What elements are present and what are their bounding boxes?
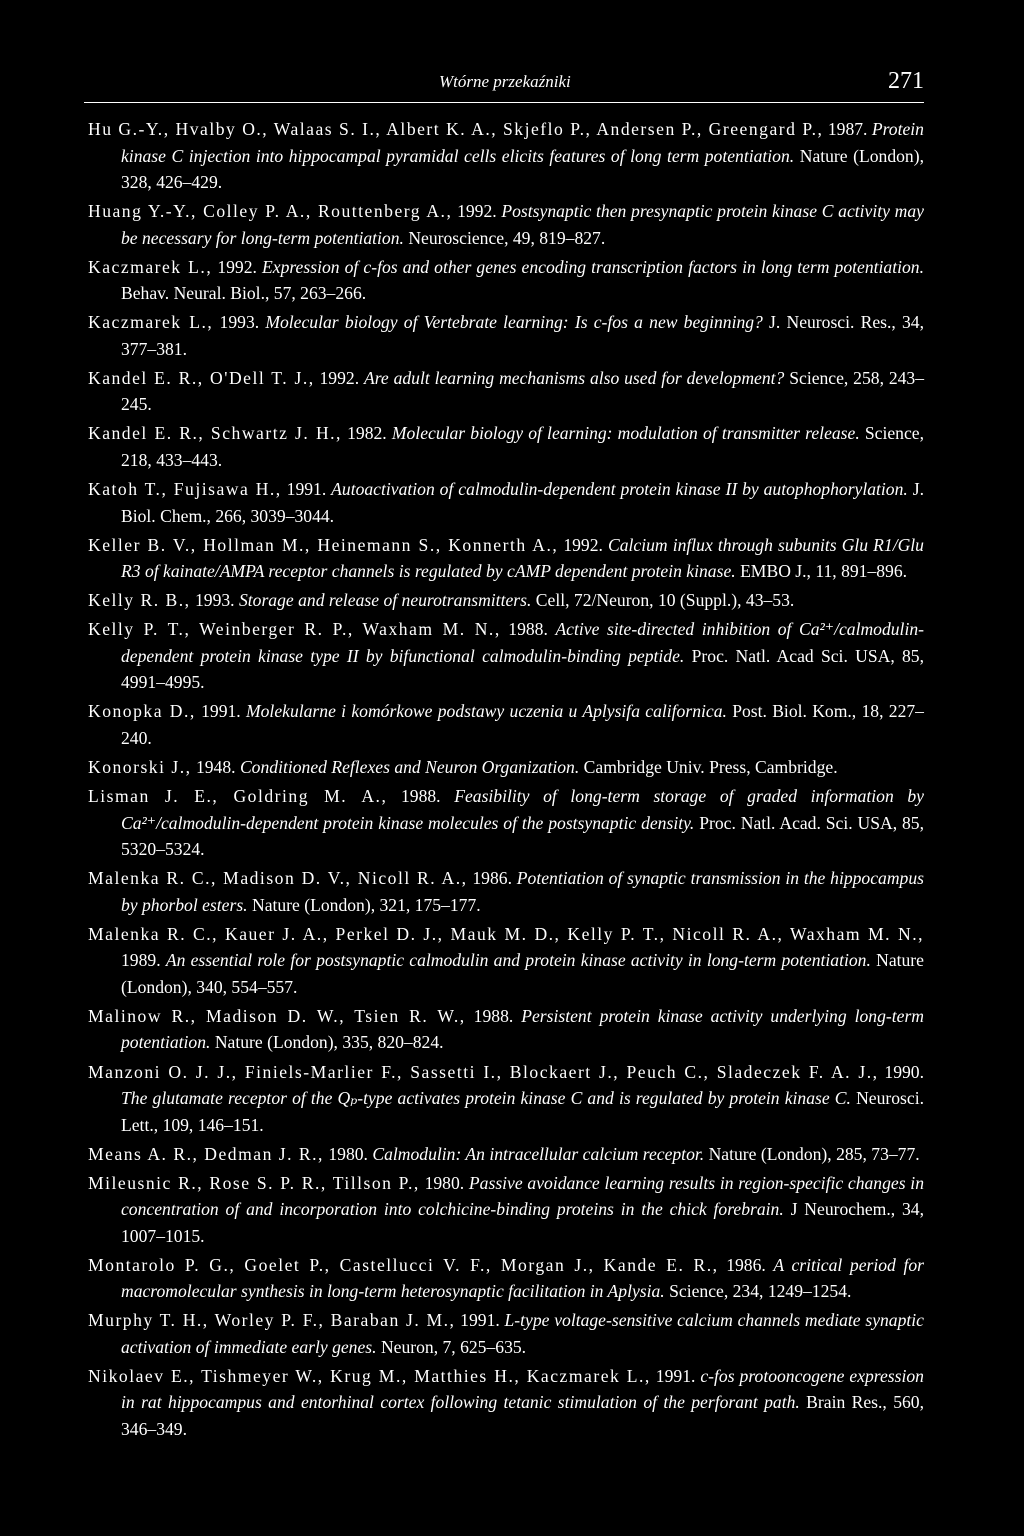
reference-title: Calmodulin: An intracellular calcium receptor.: [372, 1143, 705, 1164]
reference-authors: Malenka R. C., Madison D. V., Nicoll R. A.,: [88, 868, 468, 889]
reference-year: 1991.: [655, 1365, 696, 1386]
reference-entry: [88, 1141, 924, 1168]
reference-title: The glutamate receptor of the Qₚ-type activates protein kinase C and is regulated by protein kinase C.: [121, 1088, 851, 1108]
reference-source: Nature (London), 340, 554–557.: [121, 950, 924, 997]
reference-source: EMBO J., 11, 891–896.: [740, 561, 908, 582]
reference-year: 1988.: [400, 786, 441, 807]
reference-authors: Katoh T., Fujisawa H.,: [88, 479, 282, 500]
reference-source: Neuron, 7, 625–635.: [380, 1336, 527, 1357]
reference-authors: Malenka R. C., Kauer J. A., Perkel D. J., Mauk M. D., Kelly P. T., Nicoll R. A., Waxham M. N.,: [88, 923, 924, 944]
reference-title: Autoactivation of calmodulin-dependent protein kinase II by autophophorylation.: [331, 479, 908, 500]
reference-entry: [88, 1003, 924, 1056]
reference-authors: Malinow R., Madison D. W., Tsien R. W.,: [88, 1005, 466, 1026]
reference-year: 1993.: [194, 590, 235, 611]
reference-title: Feasibility of long-term storage of graded information by Ca²⁺/calmodulin-dependent protein kinase molecules of the postsynaptic density.: [121, 786, 924, 833]
reference-title: Are adult learning mechanisms also used for development?: [363, 367, 785, 388]
reference-title: Storage and release of neurotransmitters.: [238, 590, 532, 611]
reference-year: 1993.: [219, 312, 260, 333]
reference-title: Calcium influx through subunits Glu R1/Glu R3 of kainate/AMPA receptor channels is regulated by cAMP dependent protein kinase.: [121, 534, 924, 582]
reference-authors: Means A. R., Dedman J. R.,: [88, 1143, 324, 1164]
reference-title: A critical period for macromolecular synthesis in long-term heterosynaptic facilitation in Aplysia.: [121, 1254, 925, 1302]
reference-title: Postsynaptic then presynaptic protein kinase C activity may be necessary for long-term potentiation.: [121, 201, 924, 248]
reference-year: 1992.: [319, 367, 360, 388]
reference-entry: [88, 254, 924, 307]
reference-source: J. Neurosci. Res., 34, 377–381.: [121, 312, 924, 359]
reference-authors: Kelly R. B.,: [88, 590, 191, 611]
reference-source: Cell, 72/Neuron, 10 (Suppl.), 43–53.: [535, 590, 795, 611]
reference-entry: [88, 783, 924, 863]
reference-entry: [88, 1170, 924, 1250]
reference-source: Proc. Natl. Acad Sci. USA, 85, 4991–4995.: [121, 645, 925, 693]
reference-title: Passive avoidance learning results in region-specific changes in concentration of and incorporation into colchicine-binding proteins in the chick forebrain.: [121, 1172, 924, 1220]
reference-authors: Nikolaev E., Tishmeyer W., Krug M., Matthies H., Kaczmarek L.,: [88, 1365, 651, 1386]
reference-authors: Montarolo P. G., Goelet P., Castellucci V. F., Morgan J., Kande E. R.,: [88, 1254, 719, 1275]
reference-entry: [88, 476, 924, 529]
reference-authors: Mileusnic R., Rose S. P. R., Tillson P.,: [88, 1172, 420, 1193]
reference-authors: Kandel E. R., O'Dell T. J.,: [88, 367, 315, 388]
reference-entry: [88, 1307, 924, 1360]
reference-year: 1991.: [286, 479, 327, 500]
reference-authors: Murphy T. H., Worley P. F., Baraban J. M.,: [88, 1310, 456, 1331]
reference-authors: Konopka D.,: [88, 701, 196, 722]
reference-entry: [88, 309, 924, 362]
reference-source: Science, 258, 243–245.: [121, 367, 925, 415]
reference-title: Potentiation of synaptic transmission in the hippocampus by phorbol esters.: [121, 868, 924, 915]
reference-year: 1992.: [457, 201, 497, 222]
page-number: 271: [888, 68, 924, 94]
reference-title: Molecular biology of learning: modulation of transmitter release.: [391, 423, 860, 444]
reference-authors: Keller B. V., Hollman M., Heinemann S., Konnerth A.,: [88, 534, 559, 555]
reference-year: 1980.: [328, 1143, 368, 1164]
reference-source: Cambridge Univ. Press, Cambridge.: [583, 757, 838, 778]
reference-year: 1986.: [472, 868, 512, 889]
reference-year: 1989.: [121, 950, 161, 971]
reference-year: 1948.: [195, 757, 236, 778]
reference-entry: [88, 698, 924, 751]
reference-entry: [88, 1252, 924, 1305]
reference-entry: [88, 1363, 924, 1443]
reference-title: Molekularne i komórkowe podstawy uczenia u Aplysifa californica.: [245, 701, 727, 722]
reference-source: Nature (London), 335, 820–824.: [214, 1032, 444, 1053]
reference-title: Conditioned Reflexes and Neuron Organization.: [239, 757, 580, 778]
reference-authors: Huang Y.-Y., Colley P. A., Routtenberg A.,: [88, 201, 453, 222]
reference-year: 1991.: [201, 701, 241, 722]
reference-year: 1988.: [508, 619, 548, 640]
reference-title: c-fos protooncogene expression in rat hippocampus and entorhinal cortex following tetanic stimulation of the perforant path.: [121, 1365, 924, 1413]
reference-authors: Kandel E. R., Schwartz J. H.,: [88, 423, 342, 444]
reference-authors: Manzoni O. J. J., Finiels-Marlier F., Sassetti I., Blockaert J., Peuch C., Sladeczek F. A. J.,: [88, 1061, 879, 1082]
reference-year: 1992.: [563, 534, 603, 555]
reference-list: [88, 116, 924, 1445]
reference-source: Science, 218, 433–443.: [121, 423, 924, 470]
reference-entry: [88, 616, 924, 696]
reference-authors: Kaczmarek L.,: [88, 312, 214, 333]
running-title: Wtórne przekaźniki: [439, 72, 571, 91]
reference-source: Science, 234, 1249–1254.: [669, 1281, 852, 1302]
reference-entry: [88, 587, 924, 614]
reference-source: Proc. Natl. Acad. Sci. USA, 85, 5320–5324.: [121, 812, 924, 860]
reference-year: 1990.: [884, 1061, 924, 1082]
reference-entry: [88, 532, 924, 585]
reference-source: Post. Biol. Kom., 18, 227–240.: [121, 701, 924, 748]
reference-title: L-type voltage-sensitive calcium channels mediate synaptic activation of immediate early genes.: [121, 1310, 924, 1357]
reference-year: 1986.: [726, 1254, 766, 1275]
reference-title: Active site-directed inhibition of Ca²⁺/calmodulin-dependent protein kinase type II by bifunctional calmodulin-binding peptide.: [121, 619, 924, 666]
reference-entry: [88, 921, 924, 1001]
reference-title: Expression of c-fos and other genes encoding transcription factors in long term potentiation.: [262, 256, 924, 277]
reference-source: Nature (London), 285, 73–77.: [708, 1143, 920, 1164]
reference-authors: Konorski J.,: [88, 757, 192, 778]
reference-authors: Kelly P. T., Weinberger R. P., Waxham M. N.,: [88, 619, 501, 640]
reference-year: 1982.: [347, 423, 387, 444]
reference-entry: [88, 865, 924, 918]
reference-authors: Lisman J. E., Goldring M. A.,: [88, 786, 388, 807]
reference-title: Protein kinase C injection into hippocampal pyramidal cells elicits features of long term potentiation.: [121, 119, 924, 166]
reference-authors: Kaczmarek L.,: [88, 256, 213, 277]
reference-title: An essential role for postsynaptic calmodulin and protein kinase activity in long-term potentiation.: [165, 950, 871, 971]
reference-source: Nature (London), 328, 426–429.: [121, 145, 924, 192]
reference-source: J. Biol. Chem., 266, 3039–3044.: [121, 479, 924, 526]
reference-entry: [88, 116, 924, 196]
reference-entry: [88, 198, 924, 251]
reference-authors: Hu G.-Y., Hvalby O., Walaas S. I., Albert K. A., Skjeflo P., Andersen P., Greengard P.,: [88, 119, 824, 139]
reference-entry: [88, 365, 924, 418]
reference-entry: [88, 420, 924, 473]
reference-year: 1980.: [424, 1172, 465, 1193]
reference-source: J Neurochem., 34, 1007–1015.: [121, 1199, 924, 1246]
reference-source: Neurosci. Lett., 109, 146–151.: [121, 1088, 924, 1135]
reference-year: 1988.: [473, 1005, 514, 1026]
reference-year: 1992.: [217, 256, 257, 277]
reference-title: Persistent protein kinase activity underlying long-term potentiation.: [121, 1005, 924, 1053]
page-header: [84, 70, 924, 103]
reference-source: Behav. Neural. Biol., 57, 263–266.: [121, 283, 367, 304]
reference-year: 1991.: [460, 1310, 500, 1331]
reference-title: Molecular biology of Vertebrate learning: Is c-fos a new beginning?: [265, 312, 763, 333]
reference-source: Nature (London), 321, 175–177.: [251, 894, 481, 915]
reference-source: Brain Res., 560, 346–349.: [121, 1392, 924, 1439]
reference-entry: [88, 754, 924, 781]
reference-source: Neuroscience, 49, 819–827.: [408, 227, 606, 248]
reference-year: 1987.: [827, 119, 868, 139]
reference-entry: [88, 1059, 924, 1139]
